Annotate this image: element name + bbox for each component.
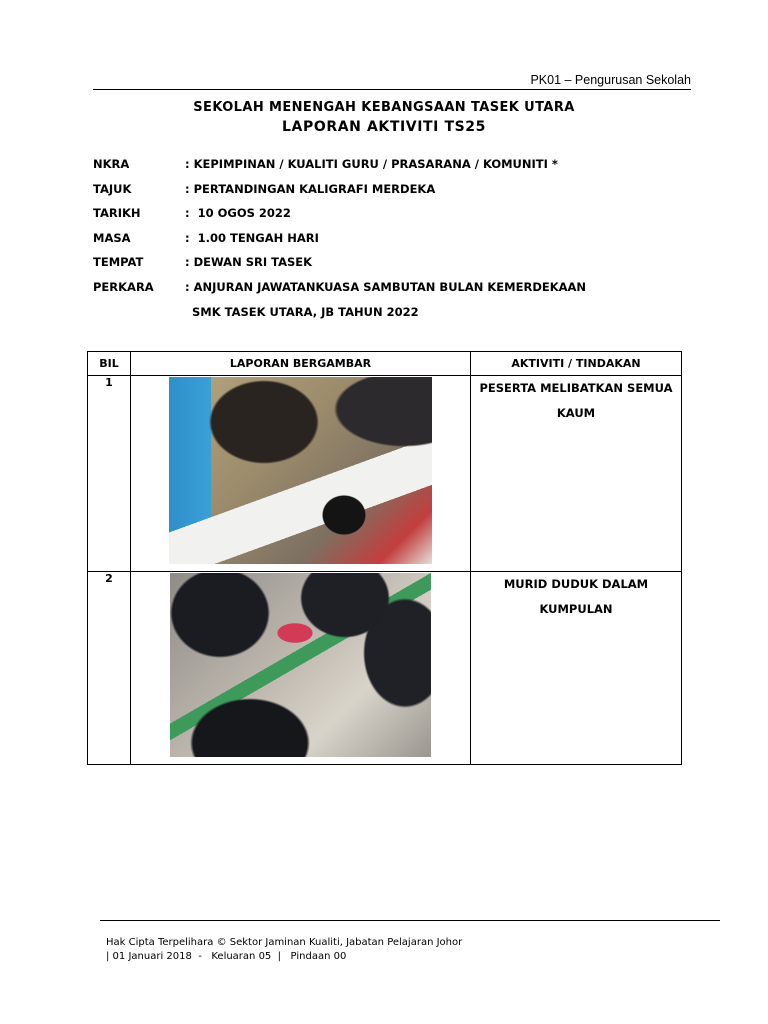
info-value: : 1.00 TENGAH HARI (185, 230, 319, 245)
row-number: 2 (88, 572, 131, 765)
report-title: LAPORAN AKTIVITI TS25 (282, 119, 486, 135)
group-students-photo (170, 573, 431, 757)
info-row-tarikh (93, 204, 713, 229)
table-header-row (88, 352, 682, 376)
document-reference: PK01 – Pengurusan Sekolah (93, 72, 691, 90)
activity-table (87, 351, 682, 765)
info-value: : KEPIMPINAN / KUALITI GURU / PRASARANA / KOMUNITI * (185, 157, 558, 171)
info-row-perkara (93, 278, 713, 303)
calligraphy-photo (169, 377, 432, 564)
info-value: : 10 OGOS 2022 (185, 206, 291, 221)
photo-cell (131, 376, 471, 572)
header-aktiviti-tindakan: AKTIVITI / TINDAKAN (471, 352, 682, 376)
info-row-tempat (93, 253, 713, 278)
info-row-nkra (93, 155, 713, 180)
action-cell (471, 376, 682, 572)
info-row-tajuk (93, 180, 713, 205)
table-row (88, 376, 682, 572)
action-text-line: KAUM (556, 406, 596, 420)
info-key: MASA (93, 230, 131, 245)
info-key: PERKARA (93, 279, 154, 294)
footer-divider (100, 920, 720, 921)
header-laporan-bergambar: LAPORAN BERGAMBAR (131, 352, 471, 376)
info-value: : PERTANDINGAN KALIGRAFI MERDEKA (185, 181, 436, 196)
info-key: TAJUK (93, 181, 132, 196)
action-cell (471, 572, 682, 765)
table-row (88, 572, 682, 765)
header-bil: BIL (88, 352, 131, 376)
action-text-line: PESERTA MELIBATKAN SEMUA (479, 381, 673, 395)
school-name: SEKOLAH MENENGAH KEBANGSAAN TASEK UTARA (193, 100, 575, 115)
info-value: : ANJURAN JAWATANKUASA SAMBUTAN BULAN KEMERDEKAAN (185, 279, 587, 294)
info-perkara-continuation: SMK TASEK UTARA, JB TAHUN 2022 (192, 304, 419, 319)
info-key: TEMPAT (93, 255, 144, 270)
footer (106, 936, 462, 964)
report-info (93, 155, 713, 323)
info-key: NKRA (93, 157, 130, 171)
photo-cell (131, 572, 471, 765)
info-value: : DEWAN SRI TASEK (185, 255, 313, 270)
action-text-line: KUMPULAN (539, 602, 613, 616)
issue-info-text: | 01 Januari 2018 - Keluaran 05 | Pindaan 00 (106, 951, 347, 962)
row-number: 1 (88, 376, 131, 572)
info-row-masa (93, 229, 713, 254)
copyright-text: Hak Cipta Terpelihara © Sektor Jaminan Kualiti, Jabatan Pelajaran Johor (106, 937, 463, 948)
info-key: TARIKH (93, 206, 141, 221)
action-text-line: MURID DUDUK DALAM (503, 577, 649, 591)
